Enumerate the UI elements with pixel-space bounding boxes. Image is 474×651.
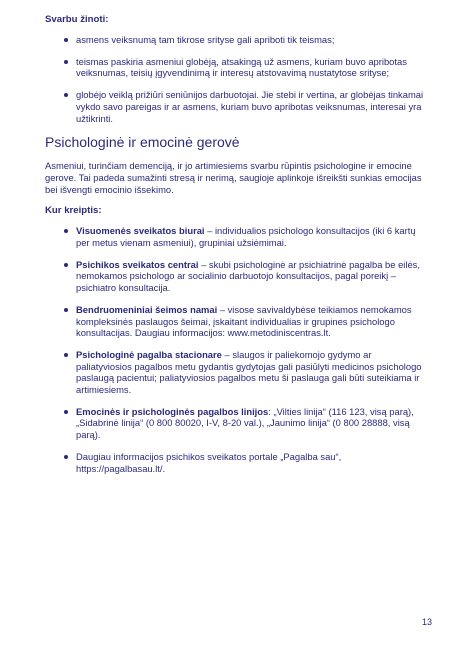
- list-item: teismas paskiria asmeniui globėją, atsakingą už asmens, kuriam buvo apribotas veiksnumas, teisių įgyvendinimą ir interesų atstovavimą nustatytose srityse;: [45, 56, 427, 79]
- bullet-icon: [64, 263, 68, 267]
- resources-list: [45, 225, 427, 474]
- bullet-icon: [64, 410, 68, 414]
- where-to-apply-label: Kur kreiptis:: [45, 205, 102, 217]
- bullet-icon: [64, 308, 68, 312]
- bullet-icon: [64, 353, 68, 357]
- bullet-icon: [64, 455, 68, 459]
- list-item: globėjo veiklą prižiūri seniūnijos darbuotojai. Jie stebi ir vertina, ar globėjas tinkamai vykdo savo pareigas ir ar asmens, kuriam buvo apribotas veiksnumas, interesai yra užtikrinti.: [45, 89, 427, 124]
- page-number: 13: [422, 617, 433, 627]
- list-item: Visuomenės sveikatos biurai – individualios psichologo konsultacijos (iki 6 kartų per metus vienam asmeniui), grupiniai užsiėmimai.: [45, 225, 427, 248]
- list-item: Daugiau informacijos psichikos sveikatos portale „Pagalba sau“, https://pagalbasau.lt/.: [45, 451, 427, 474]
- list-item: Emocinės ir psichologinės pagalbos linijos: „Vilties linija“ (116 123, visą parą), „Sidabrinė linija“ (0 800 80020, I-V, 8-20 val.), „Jaunimo linija“ (0 800 28888, visą parą).: [45, 406, 427, 441]
- list-item: Psichologinė pagalba stacionare – slaugos ir paliekomojo gydymo ar paliatyviosios pagalbos metu gydantis gydytojas gali pasiūlyti medicinos psichologo paslaugą pacientui; paliatyviosios pagalbos metu ši paslauga gali būti suteikiama ir artimiesiems.: [45, 349, 427, 396]
- important-list: [45, 34, 427, 124]
- bullet-icon: [64, 38, 68, 42]
- list-item: Psichikos sveikatos centrai – skubi psichologinė ar psichiatrinė pagalba be eilės, nemokamos psichologo ar socialinio darbuotojo konsultacijos, pagal poreikį – psichiatro konsultacija.: [45, 259, 427, 294]
- bullet-icon: [64, 93, 68, 97]
- bullet-icon: [64, 229, 68, 233]
- list-item: asmens veiksnumą tam tikrose srityse gali apriboti tik teismas;: [45, 34, 427, 46]
- list-item: Bendruomeniniai šeimos namai – visose savivaldybėse teikiamos nemokamos kompleksinės paslaugos šeimai, įskaitant individualias ir grupines psichologo konsultacijas. Daugiau informacijos: www.metodiniscentras.lt.: [45, 304, 427, 339]
- section-heading: Psichologinė ir emocinė gerovė: [45, 134, 240, 151]
- bullet-icon: [64, 60, 68, 64]
- page-content: [45, 14, 427, 484]
- important-label: Svarbu žinoti:: [45, 14, 109, 25]
- section-paragraph: Asmeniui, turinčiam demenciją, ir jo artimiesiems svarbu rūpintis psichologine ir emocine gerove. Tai padeda sumažinti stresą ir nerimą, saugioje aplinkoje išreikšti sunkias emocijas bei išvengti emocinio išsekimo.: [45, 160, 422, 195]
